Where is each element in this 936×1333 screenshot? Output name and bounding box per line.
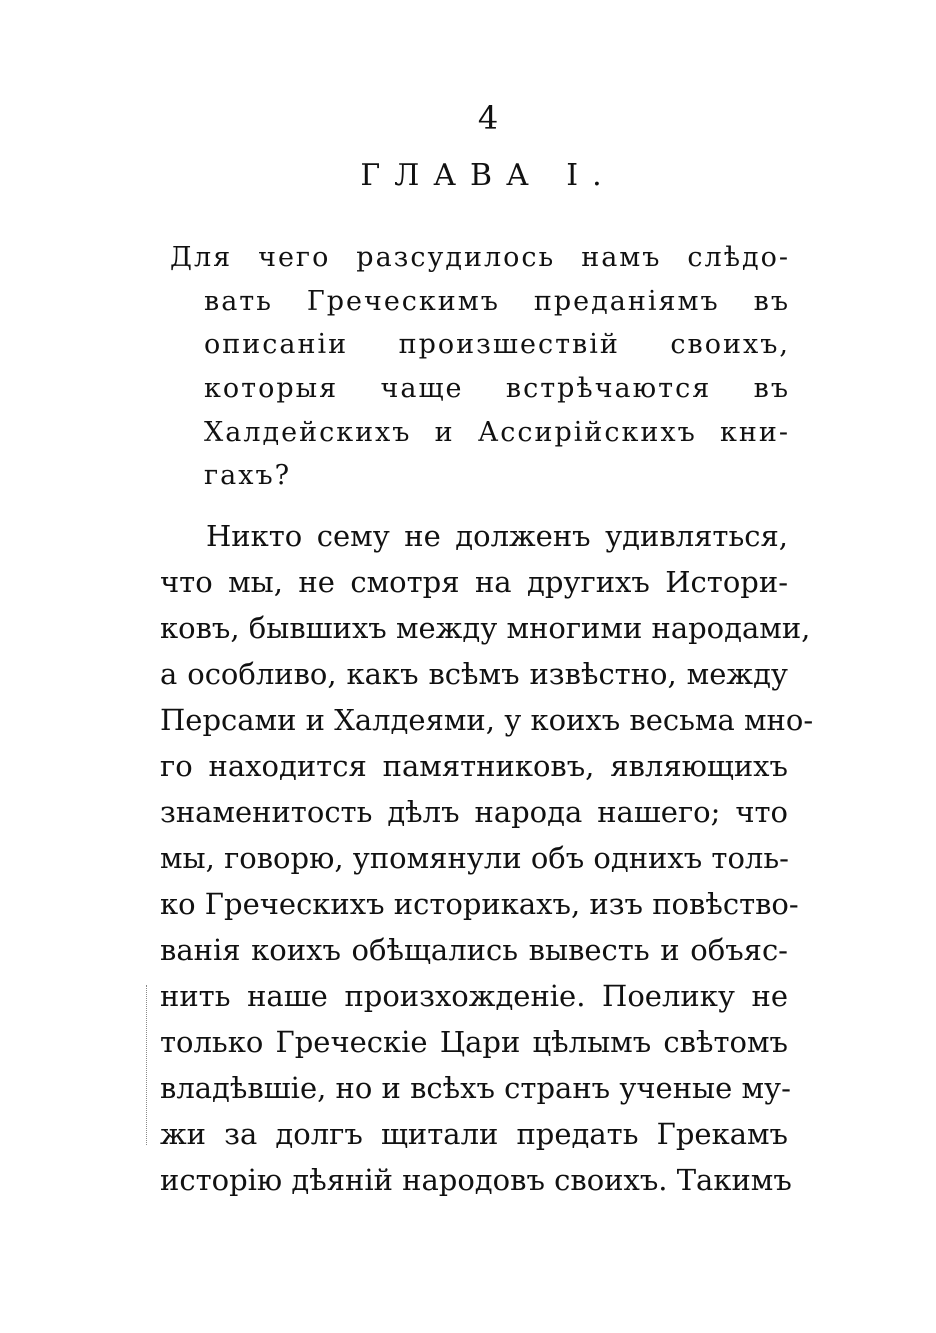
body-line: ковъ, бывшихъ между многими народами, (160, 611, 811, 645)
body-line: жи за долгъ щитали предать Грекамъ (160, 1117, 788, 1151)
body-line: что мы, не смотря на другихъ Истори- (160, 565, 788, 599)
body-line: только Греческіе Цари цѣлымъ свѣтомъ (160, 1025, 788, 1059)
margin-mark (146, 985, 161, 1145)
body-line: а особливо, какъ всѣмъ извѣстно, между (160, 657, 788, 691)
summary-line: описаніи произшествій своихъ, (204, 329, 790, 361)
summary-line: которыя чаще встрѣчаются въ (204, 373, 790, 405)
summary-line: Халдейскихъ и Ассирійскихъ кни- (204, 416, 790, 448)
body-line: Персами и Халдеями, у коихъ весьма мно- (160, 703, 814, 737)
body-line: владѣвшіе, но и всѣхъ странъ ученые му- (160, 1071, 791, 1105)
summary-line: гахъ? (204, 460, 292, 492)
chapter-summary (170, 236, 790, 498)
body-line: ванія коихъ обѣщались вывесть и объяс- (160, 933, 788, 967)
body-line: нить наше произхожденіе. Поелику не (160, 979, 788, 1013)
chapter-title: ГЛАВА I. (360, 158, 616, 193)
body-line: исторію дѣяній народовъ своихъ. Такимъ (160, 1163, 792, 1197)
summary-line: Для чего разсудилось намъ слѣдо- (170, 242, 790, 273)
body-line: го находится памятниковъ, являющихъ (160, 749, 788, 783)
summary-line: вать Греческимъ преданіямъ въ (204, 285, 790, 317)
body-line: мы, говорю, упомянули объ однихъ толь- (160, 841, 789, 875)
body-line: ко Греческихъ историкахъ, изъ повѣство- (160, 887, 799, 921)
page-number: 4 (477, 99, 499, 137)
body-line: знаменитость дѣлъ народа нашего; что (160, 795, 788, 829)
body-text (160, 513, 814, 1203)
body-line: Никто сему не долженъ удивляться, (206, 519, 788, 553)
